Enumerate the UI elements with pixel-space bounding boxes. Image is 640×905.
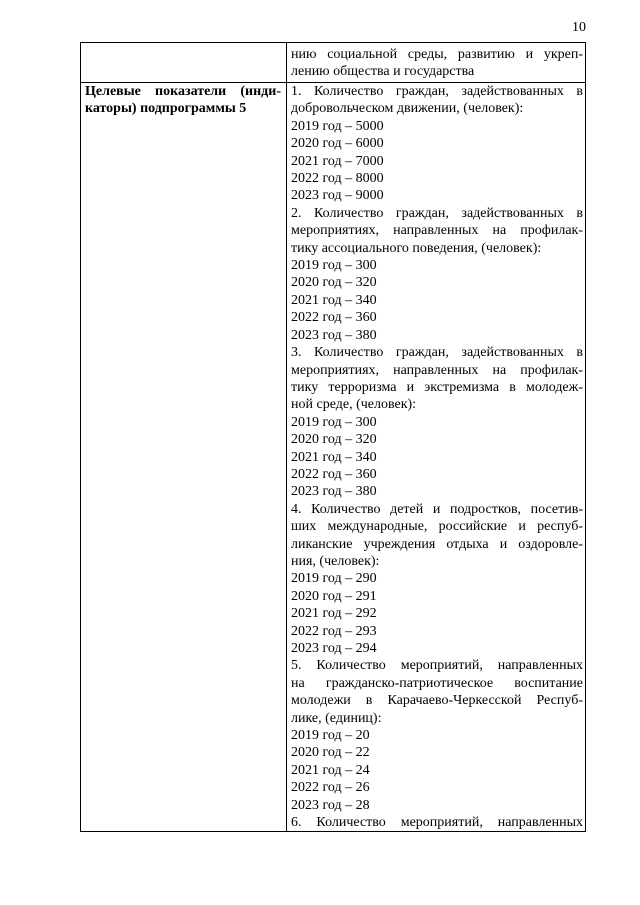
indicator-year-value: 2023 год – 28 <box>291 797 370 813</box>
indicator-year-value: 2019 год – 300 <box>291 258 377 274</box>
indicator-year-value: 2020 год – 22 <box>291 745 370 761</box>
indicator-year-value: 2019 год – 300 <box>291 414 377 430</box>
indicator-year-value: 2019 год – 20 <box>291 728 370 744</box>
indicator-year-value: 2022 год – 293 <box>291 623 377 639</box>
indicator-year-value: 2023 год – 380 <box>291 484 377 500</box>
indicator-text-line: ния, (человек): <box>291 553 380 569</box>
indicator-text-line: ной среде, (человек): <box>291 397 417 413</box>
text-line: лению общества и государства <box>291 64 475 80</box>
indicator-year-value: 2019 год – 290 <box>291 571 377 587</box>
indicator-text-line: добровольческом движении, (человек): <box>291 101 524 117</box>
indicator-year-value: 2021 год – 340 <box>291 449 377 465</box>
indicator-text-line: 6. Количество мероприятий, направленных <box>291 815 583 831</box>
indicator-text-line: 4. Количество детей и подростков, посетив- <box>291 501 583 517</box>
indicator-year-value: 2022 год – 8000 <box>291 171 384 187</box>
indicator-year-value: 2023 год – 294 <box>291 641 377 656</box>
indicator-year-value: 2019 год – 5000 <box>291 118 384 134</box>
indicator-text-line: 1. Количество граждан, задействованных в <box>291 84 583 99</box>
indicator-text-line: на гражданско-патриотическое воспитание <box>291 675 583 691</box>
indicator-year-value: 2021 год – 292 <box>291 606 377 622</box>
indicator-text-line: 2. Количество граждан, задействованных в <box>291 205 583 221</box>
row-header-indicators <box>85 83 281 118</box>
indicators-list <box>291 83 583 831</box>
indicator-text-line: мероприятиях, направленных на профилак- <box>291 362 583 378</box>
table-row-continuation <box>81 43 585 83</box>
indicators-table <box>80 42 586 832</box>
indicator-text-line: ших международные, российские и респуб- <box>291 519 583 535</box>
header-line: каторы) подпрограммы 5 <box>85 101 247 117</box>
indicator-text-line: тику ассоциального поведения, (человек): <box>291 240 542 256</box>
page-number: 10 <box>572 20 586 35</box>
indicator-year-value: 2022 год – 360 <box>291 466 377 482</box>
indicator-year-value: 2020 год – 320 <box>291 432 377 448</box>
text-line: нию социальной среды, развитию и укреп- <box>291 47 583 62</box>
indicator-text-line: лике, (единиц): <box>291 710 382 726</box>
indicator-year-value: 2021 год – 24 <box>291 762 370 778</box>
indicator-year-value: 2023 год – 9000 <box>291 188 384 204</box>
indicator-year-value: 2021 год – 7000 <box>291 153 384 169</box>
indicator-text-line: 3. Количество граждан, задействованных в <box>291 345 583 361</box>
indicator-year-value: 2020 год – 291 <box>291 588 377 604</box>
indicator-year-value: 2020 год – 320 <box>291 275 377 291</box>
continuation-text <box>291 46 583 81</box>
column-divider <box>286 43 287 831</box>
indicator-text-line: 5. Количество мероприятий, направленных <box>291 658 583 674</box>
indicator-text-line: молодежи в Карачаево-Черкесской Респуб- <box>291 693 583 709</box>
indicator-year-value: 2021 год – 340 <box>291 292 377 308</box>
indicator-year-value: 2020 год – 6000 <box>291 136 384 152</box>
indicator-text-line: ликанские учреждения отдыха и оздоровле- <box>291 536 583 552</box>
indicator-year-value: 2023 год – 380 <box>291 327 377 343</box>
indicator-text-line: мероприятиях, направленных на профилак- <box>291 223 583 239</box>
header-line: Целевые показатели (инди- <box>85 84 281 99</box>
indicator-year-value: 2022 год – 360 <box>291 310 377 326</box>
indicator-text-line: тику терроризма и экстремизма в молодеж- <box>291 379 583 395</box>
indicator-year-value: 2022 год – 26 <box>291 780 370 796</box>
